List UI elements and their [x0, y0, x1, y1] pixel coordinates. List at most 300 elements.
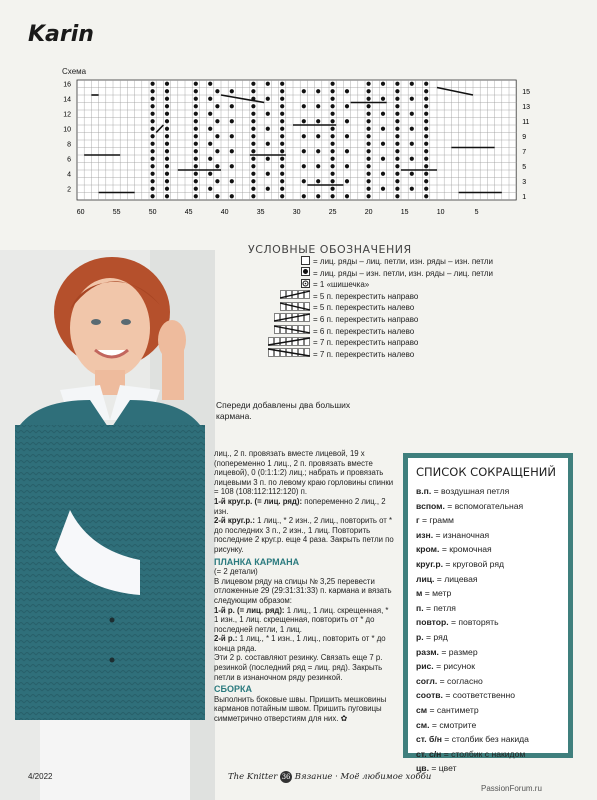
row-number: 2 — [67, 186, 71, 194]
purl-dot — [151, 89, 155, 93]
abbreviation-item — [416, 528, 560, 543]
purl-dot — [367, 179, 371, 183]
purl-dot — [151, 164, 155, 168]
abbreviation-definition: = грамм — [419, 515, 454, 526]
purl-dot — [367, 89, 371, 93]
purl-dot — [316, 149, 320, 153]
purl-dot — [208, 112, 212, 116]
column-number: 10 — [436, 209, 445, 216]
purl-dot — [251, 164, 255, 168]
purl-dot — [251, 112, 255, 116]
legend-text: = 5 п. перекрестить направо — [313, 291, 419, 301]
abbreviation-item — [416, 732, 560, 747]
purl-dot — [194, 187, 198, 191]
purl-dot — [367, 172, 371, 176]
purl-dot — [331, 187, 335, 191]
row-number: 5 — [522, 164, 527, 171]
purl-dot — [208, 97, 212, 101]
abbreviation-definition: = смотрите — [429, 719, 477, 730]
purl-dot — [316, 194, 320, 198]
row-number: 8 — [67, 141, 71, 149]
purl-dot — [280, 127, 284, 131]
purl-dot — [266, 112, 270, 116]
abbreviation-term: ст. с/н — [416, 748, 442, 759]
legend — [262, 256, 493, 360]
row-number: 1 — [522, 194, 527, 201]
purl-dot — [194, 194, 198, 198]
purl-dot — [280, 82, 284, 86]
purl-dot — [165, 149, 169, 153]
abbreviation-term: рис. — [416, 661, 434, 672]
abbreviation-definition: = соответственно — [442, 690, 516, 701]
row-number: 9 — [522, 134, 527, 141]
abbreviation-term: вспом. — [416, 500, 445, 511]
purl-dot — [395, 89, 399, 93]
abbreviation-item — [416, 674, 560, 689]
purl-dot — [424, 97, 428, 101]
purl-dot — [381, 157, 385, 161]
purl-dot — [345, 89, 349, 93]
purl-dot — [266, 187, 270, 191]
purl-dot — [381, 187, 385, 191]
abbreviation-term: кром. — [416, 544, 440, 555]
purl-dot — [151, 149, 155, 153]
purl-dot — [410, 187, 414, 191]
purl-dot — [215, 194, 219, 198]
abbreviation-item — [416, 601, 560, 616]
purl-dot — [316, 119, 320, 123]
purl-dot — [381, 82, 385, 86]
purl-dot — [381, 97, 385, 101]
purl-dot — [165, 82, 169, 86]
purl-dot — [302, 119, 306, 123]
issue-date: 4/2022 — [28, 772, 53, 781]
purl-dot — [251, 82, 255, 86]
purl-dot — [367, 149, 371, 153]
legend-row-cross-5-left — [262, 302, 493, 314]
legend-row-cross-7-right — [262, 337, 493, 349]
abbreviations-title: СПИСОК СОКРАЩЕНИЙ — [416, 465, 556, 479]
purl-dot — [302, 89, 306, 93]
purl-dot — [208, 142, 212, 146]
purl-dot — [230, 119, 234, 123]
purl-dot — [395, 127, 399, 131]
purl-dot — [345, 119, 349, 123]
purl-dot — [280, 149, 284, 153]
purl-dot — [266, 127, 270, 131]
abbreviation-definition: = размер — [438, 646, 478, 657]
abbreviation-item — [416, 630, 560, 645]
purl-dot — [194, 127, 198, 131]
purl-dot — [424, 89, 428, 93]
purl-dot — [367, 187, 371, 191]
purl-dot — [395, 134, 399, 138]
pocket-count: (= 2 детали) — [214, 567, 258, 577]
purl-dot — [395, 172, 399, 176]
pocket-intro: В лицевом ряду на спицы № 3,25 перевести отложенные 29 (29:31:31:33) п. кармана и вязать следующим образом: — [214, 576, 392, 605]
purl-dot — [165, 179, 169, 183]
watermark: PassionForum.ru — [481, 784, 542, 793]
purl-dot — [151, 104, 155, 108]
purl-dot — [331, 89, 335, 93]
purl-dot — [280, 187, 284, 191]
purl-dot — [302, 134, 306, 138]
legend-row-cross-6-left — [262, 326, 493, 338]
chart-grid — [77, 80, 516, 200]
purl-dot — [251, 149, 255, 153]
purl-dot — [251, 142, 255, 146]
purl-dot — [345, 134, 349, 138]
purl-dot — [367, 82, 371, 86]
chart-label: Схема — [62, 67, 87, 76]
pocket-more: Эти 2 р. составляют резинку. Связать еще 7 р. резинкой (последний ряд = лиц. ряд). Закрыть петли в изнаночном ряду резинкой. — [214, 653, 383, 682]
legend-row-bobble — [262, 279, 493, 291]
purl-dot — [395, 187, 399, 191]
purl-dot — [280, 164, 284, 168]
row-number: 10 — [63, 126, 71, 134]
legend-row-empty-square — [262, 256, 493, 268]
abbreviation-term: разм. — [416, 646, 439, 657]
purl-dot — [345, 194, 349, 198]
purl-dot — [367, 142, 371, 146]
purl-dot — [381, 127, 385, 131]
abbreviation-definition: = повторять — [448, 617, 499, 628]
purl-dot — [367, 127, 371, 131]
abbreviation-item — [416, 659, 560, 674]
purl-dot — [194, 97, 198, 101]
row-number: 15 — [522, 89, 530, 96]
purl-dot — [345, 149, 349, 153]
purl-dot — [367, 134, 371, 138]
purl-dot — [208, 157, 212, 161]
purl-dot — [381, 112, 385, 116]
purl-dot — [331, 119, 335, 123]
model-photo — [0, 250, 215, 800]
purl-dot — [280, 194, 284, 198]
abbreviation-term: м — [416, 588, 423, 599]
purl-dot — [410, 127, 414, 131]
knitting-chart — [50, 76, 550, 221]
purl-dot — [151, 172, 155, 176]
purl-dot — [208, 172, 212, 176]
abbreviation-definition: = цвет — [428, 763, 457, 774]
abbreviation-term: ст. б/н — [416, 734, 442, 745]
purl-dot — [230, 104, 234, 108]
purl-dot — [424, 172, 428, 176]
purl-dot — [230, 179, 234, 183]
abbreviation-definition: = столбик с накидом — [441, 748, 526, 759]
purl-dot — [194, 112, 198, 116]
abbreviation-term: согл. — [416, 675, 438, 686]
purl-dot — [230, 164, 234, 168]
purl-dot — [215, 119, 219, 123]
purl-dot — [251, 134, 255, 138]
purl-dot — [194, 164, 198, 168]
abbreviation-term: в.п. — [416, 486, 432, 496]
assembly-text: Выполнить боковые швы. Пришить мешковины карманов потайным швом. Пришить пуговицы симметрично отверстиям для них. ✿ — [214, 694, 387, 724]
purl-dot — [424, 104, 428, 108]
purl-dot — [367, 164, 371, 168]
abbreviation-term: п. — [416, 602, 424, 613]
purl-dot — [165, 119, 169, 123]
purl-dot — [331, 179, 335, 183]
purl-dot — [151, 119, 155, 123]
purl-dot — [331, 164, 335, 168]
purl-dot — [345, 104, 349, 108]
abbreviation-item — [416, 557, 560, 572]
purl-dot — [280, 104, 284, 108]
purl-dot — [251, 104, 255, 108]
purl-dot — [331, 97, 335, 101]
purl-dot — [251, 157, 255, 161]
purl-dot — [215, 149, 219, 153]
abbreviation-term: изн. — [416, 529, 434, 540]
purl-dot — [215, 89, 219, 93]
abbreviation-item — [416, 747, 560, 762]
purl-dot — [208, 187, 212, 191]
abbreviation-term: лиц. — [416, 573, 435, 584]
legend-text: = 7 п. перекрестить направо — [313, 338, 419, 348]
abbreviation-item — [416, 615, 560, 630]
purl-dot — [395, 194, 399, 198]
legend-text: = 6 п. перекрестить направо — [313, 314, 419, 324]
purl-dot — [367, 194, 371, 198]
purl-dot — [424, 194, 428, 198]
purl-dot — [266, 97, 270, 101]
purl-dot — [215, 164, 219, 168]
purl-dot — [410, 97, 414, 101]
purl-dot — [215, 134, 219, 138]
purl-dot — [381, 172, 385, 176]
legend-row-cross-6-right — [262, 314, 493, 326]
row-number: 13 — [522, 104, 530, 111]
abbreviation-item — [416, 572, 560, 587]
purl-dot — [194, 119, 198, 123]
purl-dot — [266, 82, 270, 86]
purl-dot — [230, 134, 234, 138]
purl-dot — [165, 157, 169, 161]
purl-dot — [367, 119, 371, 123]
purl-dot — [165, 127, 169, 131]
purl-dot — [302, 194, 306, 198]
abbreviation-item — [416, 645, 560, 660]
instructions-column — [214, 449, 394, 724]
instructions-paragraph: лиц., 2 п. провязать вместе лицевой, 19 х (попеременно 1 лиц., 2 п. провязать вместе лицевой), 0 (0:1:1:2) лиц.; набрать и провязать лицевыми 3 п. по левому краю горловины спинки = 108 (108:112:112:120) п. — [214, 449, 394, 497]
abbreviation-definition: = рисунок — [433, 661, 475, 672]
purl-dot — [395, 112, 399, 116]
purl-dot — [230, 194, 234, 198]
purl-dot — [331, 157, 335, 161]
purl-dot — [280, 179, 284, 183]
purl-dot — [316, 104, 320, 108]
purl-dot — [316, 89, 320, 93]
pocket-row-1: 1-й р. (= лиц. ряд): 1 лиц., 1 лиц. скрещенная, * 1 изн., 1 лиц. скрещенная, повторить от * до последней петли, 1 лиц. — [214, 605, 389, 634]
purl-dot — [165, 97, 169, 101]
purl-dot — [280, 142, 284, 146]
purl-dot — [251, 179, 255, 183]
abbreviation-term: см. — [416, 719, 430, 730]
abbreviation-term: см — [416, 704, 428, 715]
round-1: 1-й круг.р. (= лиц. ряд): попеременно 2 лиц., 2 изн. — [214, 496, 386, 516]
purl-dot — [410, 172, 414, 176]
purl-dot — [410, 112, 414, 116]
purl-dot — [331, 172, 335, 176]
row-number: 12 — [63, 111, 71, 119]
purl-dot — [151, 134, 155, 138]
chart-column-numbers — [77, 209, 479, 216]
purl-dot — [331, 194, 335, 198]
purl-dot — [280, 119, 284, 123]
legend-row-cross-5-right — [262, 291, 493, 303]
purl-dot — [316, 134, 320, 138]
purl-dot — [395, 179, 399, 183]
purl-dot — [424, 112, 428, 116]
purl-dot — [424, 82, 428, 86]
pocket-heading: ПЛАНКА КАРМАНА — [214, 556, 300, 567]
abbreviation-item — [416, 703, 560, 718]
purl-dot — [331, 149, 335, 153]
purl-dot — [165, 89, 169, 93]
purl-dot — [302, 179, 306, 183]
purl-dot — [151, 142, 155, 146]
purl-dot — [331, 82, 335, 86]
purl-dot — [395, 149, 399, 153]
page-number: 36 — [281, 773, 291, 781]
abbreviations-box — [403, 453, 573, 774]
purl-dot — [194, 142, 198, 146]
purl-dot — [331, 104, 335, 108]
purl-dot — [280, 157, 284, 161]
abbreviation-definition: = воздушная петля — [431, 486, 510, 496]
abbreviation-definition: = кромочная — [439, 544, 492, 555]
purl-dot — [151, 179, 155, 183]
purl-dot — [280, 172, 284, 176]
row-number: 7 — [522, 149, 527, 156]
purl-dot — [151, 127, 155, 131]
end-mark-icon: ✿ — [340, 714, 348, 724]
pattern-title: Karin — [28, 22, 94, 47]
purl-dot — [424, 187, 428, 191]
row-number: 4 — [67, 171, 71, 179]
abbreviation-item — [416, 761, 560, 776]
purl-dot — [280, 89, 284, 93]
legend-text: = 1 «шишечка» — [313, 280, 370, 290]
purl-dot — [395, 119, 399, 123]
purl-dot — [251, 127, 255, 131]
legend-text: = 7 п. перекрестить налево — [313, 349, 415, 359]
purl-dot — [165, 134, 169, 138]
purl-dot — [424, 134, 428, 138]
column-number: 20 — [364, 209, 373, 216]
purl-dot — [395, 142, 399, 146]
purl-dot — [410, 82, 414, 86]
purl-dot — [367, 157, 371, 161]
purl-dot — [194, 172, 198, 176]
legend-text: = 5 п. перекрестить налево — [313, 303, 415, 313]
assembly-heading: СБОРКА — [214, 684, 252, 695]
purl-dot — [165, 164, 169, 168]
abbreviation-item — [416, 542, 560, 557]
purl-dot — [165, 187, 169, 191]
legend-text: = лиц. ряды – лиц. петли, изн. ряды – изн. петли — [313, 257, 493, 266]
column-number: 30 — [292, 209, 301, 216]
purl-dot — [194, 149, 198, 153]
purl-dot — [395, 82, 399, 86]
abbreviation-term: р. — [416, 631, 424, 642]
abbreviation-definition: = сантиметр — [427, 704, 479, 715]
purl-dot — [381, 142, 385, 146]
legend-row-cross-7-left — [262, 349, 493, 361]
purl-dot — [316, 179, 320, 183]
purl-dot — [230, 149, 234, 153]
purl-dot — [410, 157, 414, 161]
purl-dot — [151, 194, 155, 198]
purl-dot — [194, 89, 198, 93]
abbreviation-term: цв. — [416, 763, 429, 774]
row-number: 11 — [522, 119, 530, 126]
column-number: 5 — [474, 209, 479, 216]
purl-dot — [251, 194, 255, 198]
row-number: 3 — [522, 179, 527, 186]
column-number: 60 — [76, 209, 85, 216]
abbreviation-definition: = круговой ряд — [442, 558, 505, 569]
purl-dot — [165, 112, 169, 116]
purl-dot — [194, 157, 198, 161]
column-number: 55 — [112, 209, 121, 216]
pocket-row-2: 2-й р.: 1 лиц., * 1 изн., 1 лиц., повторить от * до конца ряда. — [214, 634, 386, 653]
chart-left-row-numbers — [63, 82, 71, 194]
purl-dot — [316, 164, 320, 168]
purl-dot — [251, 187, 255, 191]
purl-dot — [194, 179, 198, 183]
abbreviation-item — [416, 586, 560, 601]
column-number: 25 — [328, 209, 337, 216]
purl-dot — [208, 82, 212, 86]
purl-dot — [331, 127, 335, 131]
purl-dot — [165, 142, 169, 146]
round-2: 2-й круг.р.: 1 лиц., * 2 изн., 2 лиц., повторить от * до последних 3 п., 2 изн., 1 лиц. Повторить последние 2 круг.р. еще 4 раза. Закрыть петли по рисунку. — [214, 516, 394, 554]
purl-dot — [280, 112, 284, 116]
purl-dot — [424, 149, 428, 153]
purl-dot — [230, 89, 234, 93]
purl-dot — [302, 164, 306, 168]
purl-dot — [251, 89, 255, 93]
cross-7-left-icon — [262, 348, 310, 361]
purl-dot — [345, 179, 349, 183]
abbreviation-item — [416, 484, 560, 499]
purl-dot — [151, 97, 155, 101]
purl-dot — [165, 104, 169, 108]
purl-dot — [367, 112, 371, 116]
purl-dot — [302, 149, 306, 153]
legend-title: УСЛОВНЫЕ ОБОЗНАЧЕНИЯ — [248, 243, 412, 256]
abbreviation-definition: = ряд — [423, 631, 448, 642]
purl-dot — [165, 194, 169, 198]
abbreviations-panel — [408, 458, 568, 774]
legend-text: = 6 п. перекрестить налево — [313, 326, 415, 336]
purl-dot — [151, 157, 155, 161]
abbreviation-definition: = изнаночная — [433, 529, 490, 540]
abbreviation-definition: = лицевая — [434, 573, 478, 584]
purl-dot — [165, 172, 169, 176]
legend-row-dot-square — [262, 268, 493, 280]
row-number: 16 — [63, 81, 71, 89]
purl-dot — [208, 127, 212, 131]
purl-dot — [331, 112, 335, 116]
pocket-note: Спереди добавлены два больших кармана. — [216, 400, 351, 421]
purl-dot — [280, 97, 284, 101]
purl-dot — [194, 134, 198, 138]
